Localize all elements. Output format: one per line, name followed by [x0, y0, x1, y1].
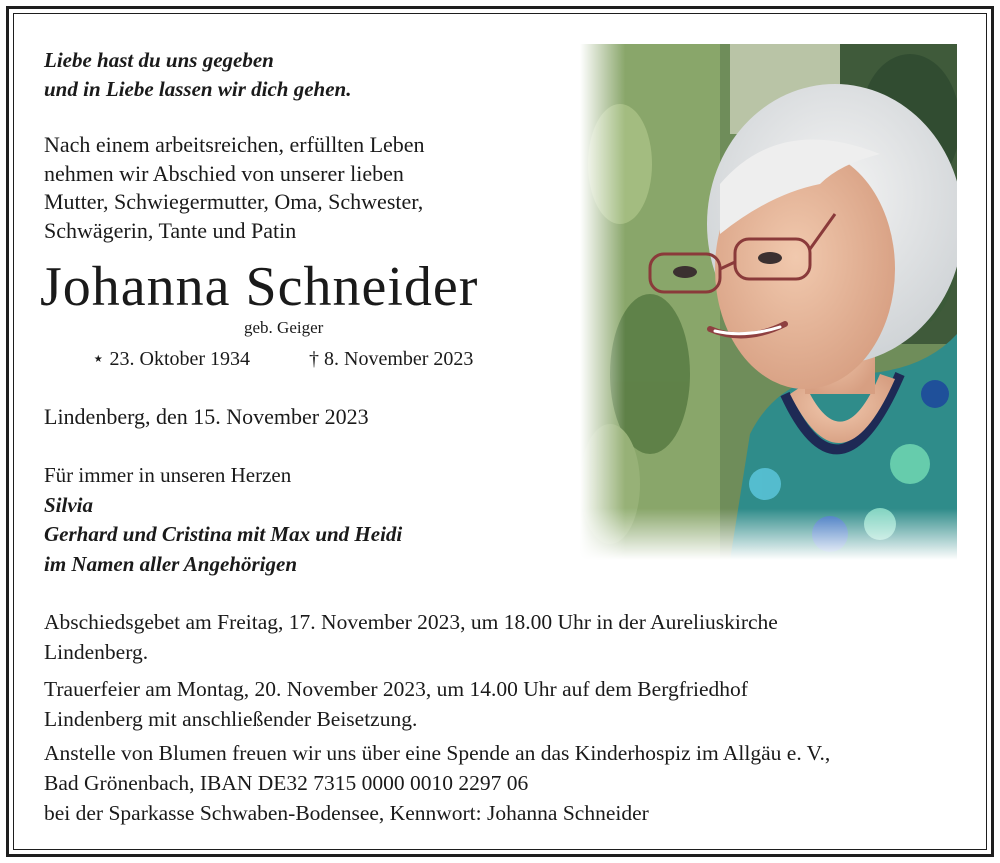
prayer-info — [44, 607, 959, 667]
info-line: Abschiedsgebet am Freitag, 17. November 2023, um 18.00 Uhr in der Aureliuskirche — [44, 610, 778, 634]
donation-info — [44, 738, 959, 828]
family-member: Gerhard und Cristina mit Max und Heidi — [44, 522, 403, 546]
death-date: † 8. November 2023 — [309, 348, 474, 370]
family-member: Silvia — [44, 492, 94, 517]
motto-line: und in Liebe lassen wir dich gehen. — [44, 77, 352, 101]
motto — [44, 46, 351, 104]
portrait-illustration — [580, 44, 957, 560]
info-line: Trauerfeier am Montag, 20. November 2023, um 14.00 Uhr auf dem Bergfriedhof — [44, 677, 748, 701]
portrait-photo — [580, 44, 957, 560]
info-line: bei der Sparkasse Schwaben-Bodensee, Kennwort: Johanna Schneider — [44, 801, 649, 825]
family-signature — [44, 461, 402, 579]
info-line: Lindenberg mit anschließender Beisetzung. — [44, 707, 418, 731]
intro-line: Mutter, Schwiegermutter, Oma, Schwester, — [44, 189, 424, 214]
family-intro: Für immer in unseren Herzen — [44, 463, 292, 487]
info-line: Bad Grönenbach, IBAN DE32 7315 0000 0010 2297 06 — [44, 771, 529, 795]
funeral-info — [44, 674, 959, 734]
intro-line: nehmen wir Abschied von unserer lieben — [44, 160, 404, 186]
maiden-name: geb. Geiger — [244, 318, 324, 337]
place-date: Lindenberg, den 15. November 2023 — [44, 404, 369, 429]
intro-line: Nach einem arbeitsreichen, erfüllten Leben — [44, 132, 425, 157]
info-line: Anstelle von Blumen freuen wir uns über eine Spende an das Kinderhospiz im Allgäu e. V., — [44, 741, 831, 765]
info-line: Lindenberg. — [44, 640, 149, 664]
motto-line: Liebe hast du uns gegeben — [44, 48, 274, 72]
birth-date: ⋆ 23. Oktober 1934 — [92, 348, 251, 370]
deceased-name: Johanna Schneider — [40, 256, 479, 318]
intro-line: Schwägerin, Tante und Patin — [44, 217, 297, 243]
intro-text — [44, 131, 512, 245]
family-member: im Namen aller Angehörigen — [44, 551, 297, 576]
